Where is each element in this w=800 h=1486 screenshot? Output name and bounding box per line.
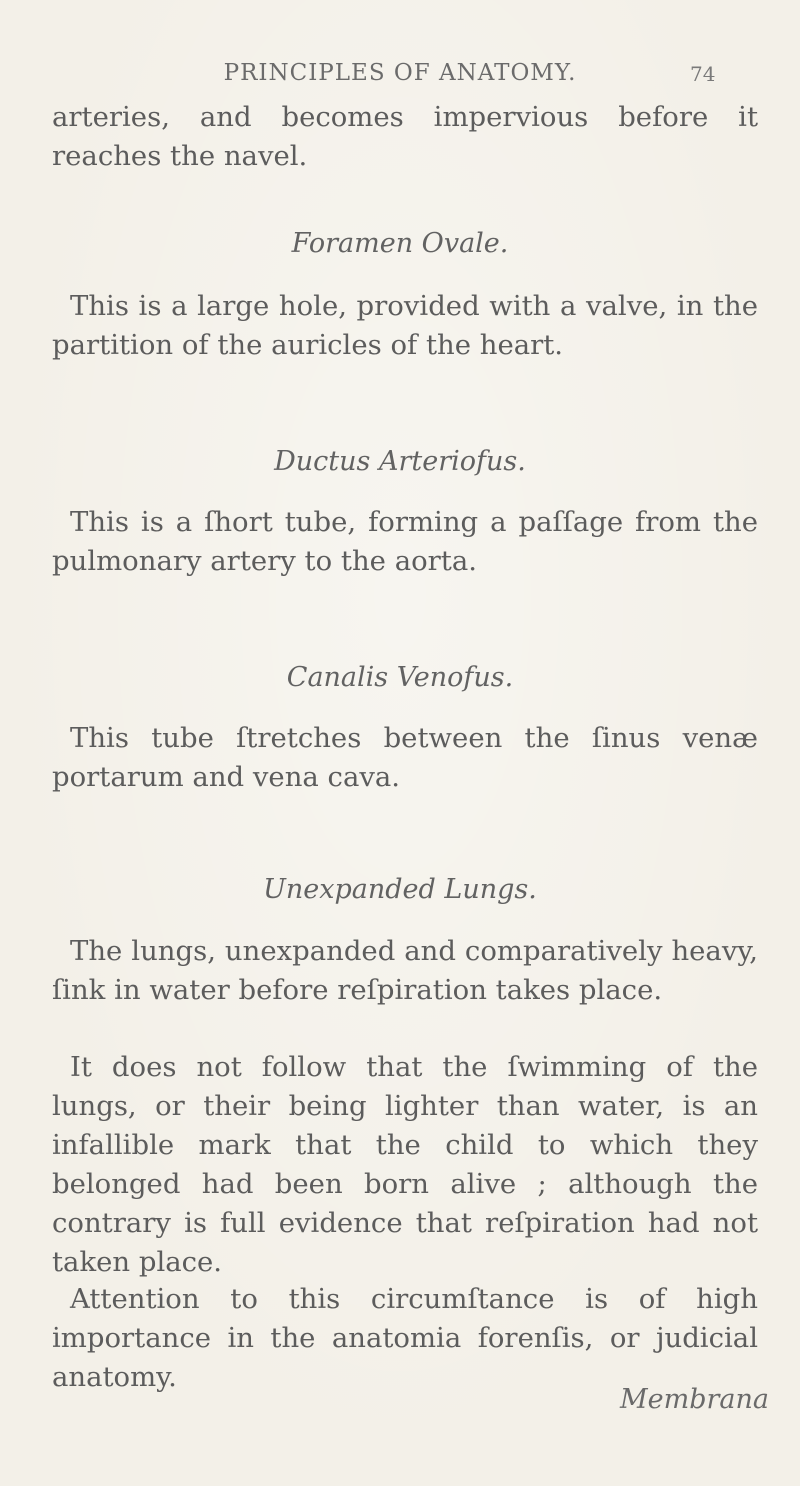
section-heading-unexpanded-lungs: Unexpanded Lungs. [263, 874, 537, 905]
paragraph-text: The lungs, unexpanded and comparatively heavy, ſink in water before reſpiration takes place. [52, 935, 758, 1006]
paragraph-unexpanded-lungs-1 [52, 932, 758, 1010]
paragraph-text: This is a large hole, provided with a valve, in the partition of the auricles of the heart. [52, 290, 758, 361]
paragraph-text: This tube ſtretches between the ſinus venæ portarum and vena cava. [52, 722, 758, 793]
paragraph-text: It does not follow that the ſwimming of the lungs, or their being lighter than water, is an infallible mark that the child to which they belonged had been born alive ; although the contrary is full evidence that reſpiration had not taken place. [52, 1051, 758, 1278]
paragraph-text: This is a ſhort tube, forming a paſſage from the pulmonary artery to the aorta. [52, 506, 758, 577]
paragraph-canalis-venosus [52, 719, 758, 797]
paragraph-unexpanded-lungs-2 [52, 1048, 758, 1282]
paragraph-ductus-arteriosus [52, 503, 758, 581]
running-title: PRINCIPLES OF ANATOMY. [223, 60, 577, 86]
page-number: 74 [690, 62, 716, 86]
section-heading-ductus-arteriosus: Ductus Arteriofus. [274, 446, 526, 477]
section-heading-foramen-ovale: Foramen Ovale. [291, 228, 509, 259]
paragraph-foramen-ovale [52, 287, 758, 365]
catchword: Membrana [620, 1384, 770, 1415]
paragraph-unexpanded-lungs-3 [52, 1280, 758, 1397]
paragraph-text: Attention to this circumſtance is of high importance in the anatomia forenſis, or judicial anatomy. [52, 1283, 758, 1393]
continuation-paragraph: arteries, and becomes impervious before it reaches the navel. [52, 101, 758, 172]
section-heading-canalis-venosus: Canalis Venofus. [286, 662, 514, 693]
